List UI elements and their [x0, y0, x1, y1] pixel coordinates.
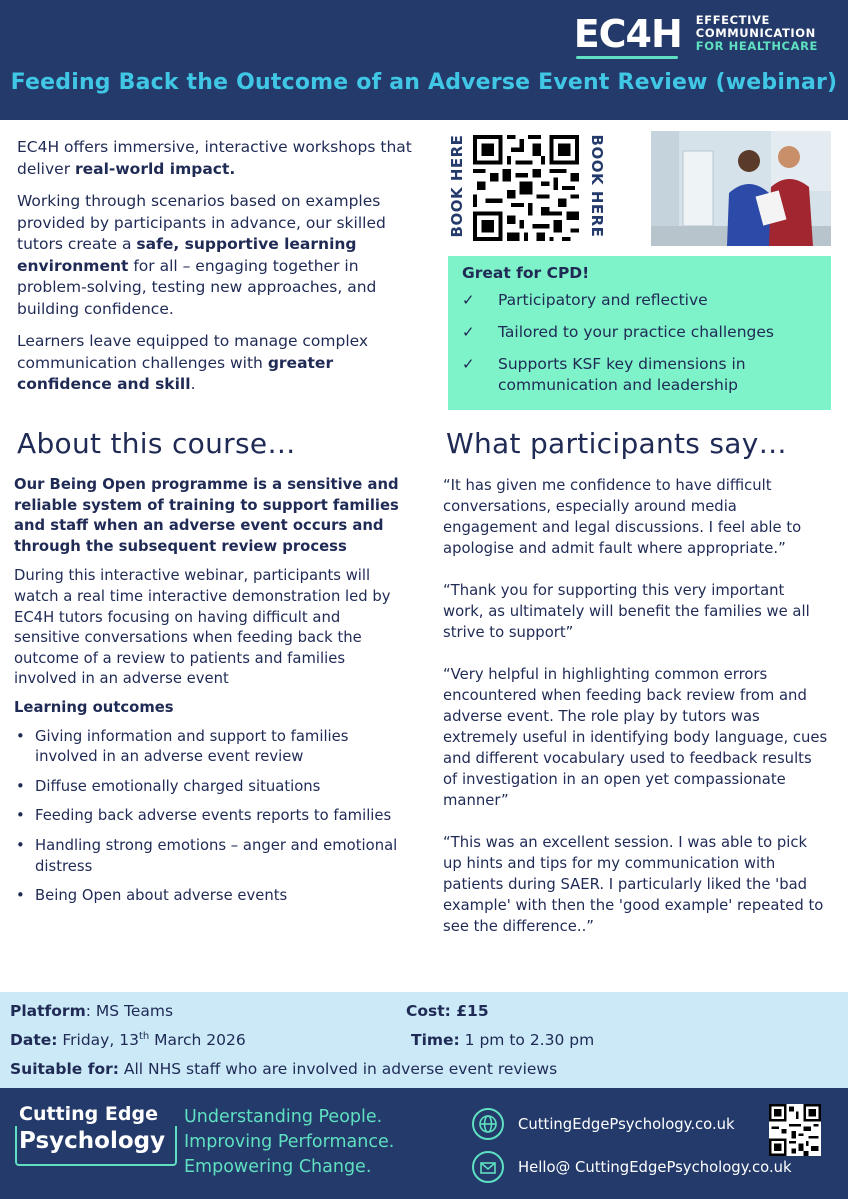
bullet-icon: • [16, 807, 25, 825]
about-section [14, 475, 409, 916]
testimonial-quote: “Very helpful in highlighting common errors encountered when feeding back review from and adverse event. The role play by tutors was extremely useful in identifying body language, cues and different vocabulary used to feedback results of investigation in an open yet compassionate manner” [443, 666, 828, 809]
about-body: During this interactive webinar, participants will watch a real time interactive demonstration led by EC4H tutors focusing on having difficult and sensitive conversations when feeding back the outcome of a review to patients and families involved in an adverse event [14, 567, 391, 688]
bullet-icon: • [16, 836, 25, 854]
check-icon: ✓ [462, 323, 475, 341]
intro-paragraph-1: EC4H offers immersive, interactive workshops that deliver real-world impact. [17, 138, 412, 178]
check-icon: ✓ [462, 355, 475, 373]
testimonial-quote: “It has given me confidence to have difficult conversations, especially around media engagement and legal discussions. I feel able to apologise and admit fault where appropriate.” [443, 477, 802, 557]
cpd-item: ✓ Participatory and reflective [462, 291, 708, 309]
list-item: • Being Open about adverse events [14, 886, 409, 907]
booking-qr-block[interactable] [446, 130, 608, 245]
list-item: • Giving information and support to families involved in an adverse event review [14, 727, 409, 768]
book-here-label-left: BOOK HERE [448, 134, 466, 238]
intro-text [17, 137, 417, 407]
cpd-item: ✓ Supports KSF key dimensions in communication and leadership [462, 355, 746, 394]
check-icon: ✓ [462, 291, 475, 309]
globe-icon [472, 1108, 504, 1140]
testimonial-quote: “Thank you for supporting this very important work, as ultimately will benefit the families we all strive to support” [443, 582, 810, 641]
cpd-heading: Great for CPD! [462, 264, 590, 282]
footer-bottom-strip [0, 1192, 848, 1199]
ec4h-logo-mark: EC4H [573, 11, 682, 56]
testimonials-heading: What participants say… [446, 427, 787, 460]
tagline-line: Improving Performance. [184, 1132, 395, 1152]
email-icon [472, 1151, 504, 1183]
header-banner [0, 0, 848, 120]
footer [0, 1088, 848, 1199]
cpd-box [448, 256, 831, 410]
event-details-bar [0, 992, 848, 1088]
date-detail: Date: Friday, 13th March 2026 [10, 1031, 246, 1050]
about-heading: About this course… [17, 427, 296, 460]
cost-detail: Cost: £15 [406, 1002, 489, 1020]
list-item: • Handling strong emotions – anger and emotional distress [14, 836, 409, 877]
bullet-icon: • [16, 727, 25, 745]
about-lead: Our Being Open programme is a sensitive and reliable system of training to support families and staff when an adverse event occurs and through the subsequent review process [14, 476, 399, 555]
learning-outcomes-heading: Learning outcomes [14, 698, 174, 716]
cutting-edge-logo [19, 1102, 165, 1156]
list-item: • Feeding back adverse events reports to families [14, 806, 409, 827]
intro-paragraph-3: Learners leave equipped to manage complex communication challenges with greater confidence and skill. [17, 332, 369, 393]
logo-line-3: FOR HEALTHCARE [695, 39, 818, 53]
clinicians-photo [651, 131, 831, 246]
ec4h-logo-text [696, 14, 818, 53]
testimonial-quote: “This was an excellent session. I was able to pick up hints and tips for my communication with patients during SAER. I particularly liked the 'bad example' with then the 'good example' repeated to see the difference..” [443, 834, 824, 935]
bullet-icon: • [16, 887, 25, 905]
platform-detail: Platform: MS Teams [10, 1002, 174, 1020]
ec4h-logo [573, 11, 818, 56]
tagline [184, 1105, 394, 1180]
suitable-detail: Suitable for: All NHS staff who are involved in adverse event reviews [10, 1060, 558, 1078]
cpd-list [462, 290, 817, 396]
website-qr-code[interactable] [769, 1104, 821, 1156]
bullet-icon: • [16, 777, 25, 795]
website-link[interactable]: CuttingEdgePsychology.co.uk [472, 1108, 735, 1140]
book-here-label-right: BOOK HERE [588, 134, 606, 238]
brand-line-2: Psychology [19, 1128, 166, 1154]
testimonials-section [443, 475, 828, 958]
speech-bubble-outline [15, 1126, 177, 1166]
tagline-line: Understanding People. [184, 1107, 383, 1127]
page-title: Feeding Back the Outcome of an Adverse Event Review (webinar) [10, 70, 838, 95]
learning-outcomes-list [14, 727, 409, 907]
brand-line-1: Cutting Edge [19, 1103, 158, 1125]
tagline-line: Empowering Change. [184, 1157, 372, 1177]
logo-line-1: EFFECTIVE [695, 13, 770, 27]
logo-line-2: COMMUNICATION [695, 26, 816, 40]
list-item: • Diffuse emotionally charged situations [14, 777, 409, 798]
cpd-item: ✓ Tailored to your practice challenges [462, 323, 774, 341]
intro-paragraph-2: Working through scenarios based on examples provided by participants in advance, our skilled tutors create a safe, supportive learning environment for all – engaging together in problem-solving, testing new approaches, and building confidence. [17, 192, 386, 318]
time-detail: Time: 1 pm to 2.30 pm [411, 1031, 595, 1049]
email-link[interactable]: Hello@ CuttingEdgePsychology.co.uk [472, 1151, 792, 1183]
booking-qr-code[interactable] [473, 135, 579, 241]
